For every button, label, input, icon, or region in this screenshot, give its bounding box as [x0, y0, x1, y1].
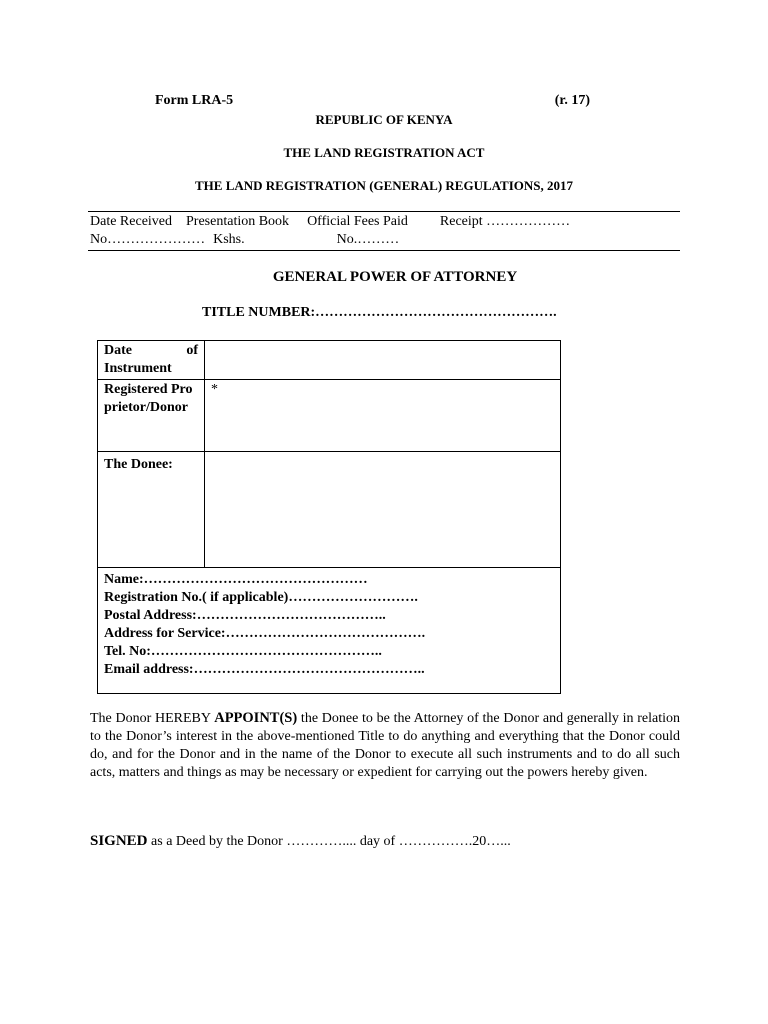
receipt-row-2: [90, 232, 399, 248]
form-code: Form LRA-5: [155, 93, 234, 108]
tel-no-field[interactable]: Tel. No:…………………………………………..: [104, 644, 382, 659]
date-word: Date: [104, 343, 132, 358]
registered-proprietor-value[interactable]: *: [205, 380, 561, 452]
document-title: GENERAL POWER OF ATTORNEY: [272, 269, 518, 285]
address-for-service-field[interactable]: Address for Service:…………………………………….: [104, 626, 426, 641]
contact-details: [98, 568, 561, 694]
signature-line: [90, 833, 511, 850]
date-received-label: Date Received: [90, 214, 173, 229]
proprietor-row: [98, 380, 561, 452]
paragraph-rest: the Donee to be the Attorney of the Donor and generally in relation to the Donor’s interest in the above-mentioned Title to do anything and everything that the Donor could do, and for the Donor and in the name of the Donor to execute all such instruments and to do all such acts, matters and things as may be necessary or expedient for carrying out the powers hereby given.: [90, 711, 680, 780]
presentation-book-label: Presentation Book: [186, 214, 290, 229]
republic-heading: REPUBLIC OF KENYA: [315, 112, 453, 127]
postal-address-field[interactable]: Postal Address:…………………………………..: [104, 608, 386, 623]
bottom-rule: [88, 250, 680, 251]
title-number-field: TITLE NUMBER:…………………………………………….: [202, 305, 557, 320]
details-table: [97, 340, 561, 694]
contact-row: [98, 568, 561, 694]
instrument-word: Instrument: [104, 361, 172, 376]
donee-row: [98, 452, 561, 568]
email-address-field[interactable]: Email address:…………………………………………..: [104, 662, 425, 677]
top-rule: [88, 211, 680, 212]
donee-value[interactable]: [205, 452, 561, 568]
date-row: [98, 341, 561, 380]
official-fees-label: Official Fees Paid: [307, 214, 408, 229]
receipt-label: Receipt ………………: [439, 214, 571, 229]
appointment-paragraph: [90, 709, 680, 782]
form-header-line: [155, 93, 590, 109]
rule-reference: (r. 17): [554, 93, 590, 108]
registration-no-field[interactable]: Registration No.( if applicable)……………………….: [104, 590, 418, 605]
of-word: of: [186, 343, 198, 358]
act-heading: THE LAND REGISTRATION ACT: [283, 145, 485, 160]
signature-rest: as a Deed by the Donor ………….... day of …………….20…...: [147, 834, 511, 849]
donee-label: The Donee:: [98, 452, 205, 568]
receipt-number-label: No.………: [336, 232, 400, 247]
paragraph-start: The Donor HEREBY: [90, 711, 215, 726]
signed-word: SIGNED: [90, 833, 148, 849]
date-label-top: [104, 342, 198, 360]
regulations-heading: THE LAND REGISTRATION (GENERAL) REGULATIONS, 2017: [194, 178, 574, 193]
date-of-instrument-label: [98, 341, 205, 380]
number-dots: No…………………: [90, 232, 206, 247]
receipt-row-1: [90, 214, 570, 230]
kshs-label: Kshs.: [213, 232, 245, 247]
registered-proprietor-label: Registered Proprietor/Donor: [98, 380, 205, 452]
date-of-instrument-value[interactable]: [205, 341, 561, 380]
name-field[interactable]: Name:…………………………………………: [104, 572, 368, 587]
appoint-word: APPOINT(S): [214, 710, 298, 726]
